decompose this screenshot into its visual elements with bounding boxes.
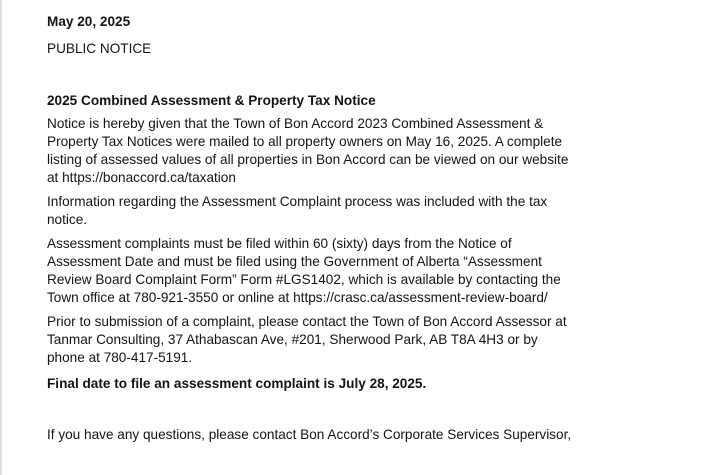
paragraph-assessor-contact bbox=[47, 313, 707, 367]
paragraph-line: Notice is hereby given that the Town of Bon Accord 2023 Combined Assessment & bbox=[47, 116, 544, 131]
page-edge-shadow bbox=[0, 0, 3, 475]
notice-body bbox=[47, 13, 707, 444]
notice-heading: 2025 Combined Assessment & Property Tax Notice bbox=[47, 93, 376, 108]
paragraph-line: listing of assessed values of all properties in Bon Accord can be viewed on our website bbox=[47, 152, 569, 167]
paragraph-line: Assessment complaints must be filed within 60 (sixty) days from the Notice of bbox=[47, 236, 512, 251]
paragraph-filing-rules bbox=[47, 235, 707, 307]
paragraph-line: at https://bonaccord.ca/taxation bbox=[47, 170, 236, 185]
paragraph-line: Information regarding the Assessment Complaint process was included with the tax bbox=[47, 194, 548, 209]
final-filing-date: Final date to file an assessment complaint is July 28, 2025. bbox=[47, 376, 427, 391]
paragraph-mailing bbox=[47, 115, 707, 187]
paragraph-line: Property Tax Notices were mailed to all property owners on May 16, 2025. A complete bbox=[47, 134, 563, 149]
notice-date: May 20, 2025 bbox=[47, 14, 131, 29]
paragraph-line: Review Board Complaint Form” Form #LGS1402, which is available by contacting the bbox=[47, 272, 561, 287]
paragraph-line: Prior to submission of a complaint, please contact the Town of Bon Accord Assessor at bbox=[47, 314, 567, 329]
paragraph-line: phone at 780-417-5191. bbox=[47, 350, 193, 365]
paragraph-complaint-process bbox=[47, 193, 707, 229]
paragraph-line: Town office at 780-921-3550 or online at https://crasc.ca/assessment-review-board/ bbox=[47, 290, 548, 305]
paragraph-line: Assessment Date and must be filed using the Government of Alberta “Assessment bbox=[47, 254, 542, 269]
notice-type: PUBLIC NOTICE bbox=[47, 41, 152, 56]
paragraph-line: Tanmar Consulting, 37 Athabascan Ave, #201, Sherwood Park, AB T8A 4H3 or by bbox=[47, 332, 538, 347]
paragraph-line: notice. bbox=[47, 212, 88, 227]
paragraph-questions: If you have any questions, please contact Bon Accord’s Corporate Services Supervisor, bbox=[47, 427, 572, 442]
